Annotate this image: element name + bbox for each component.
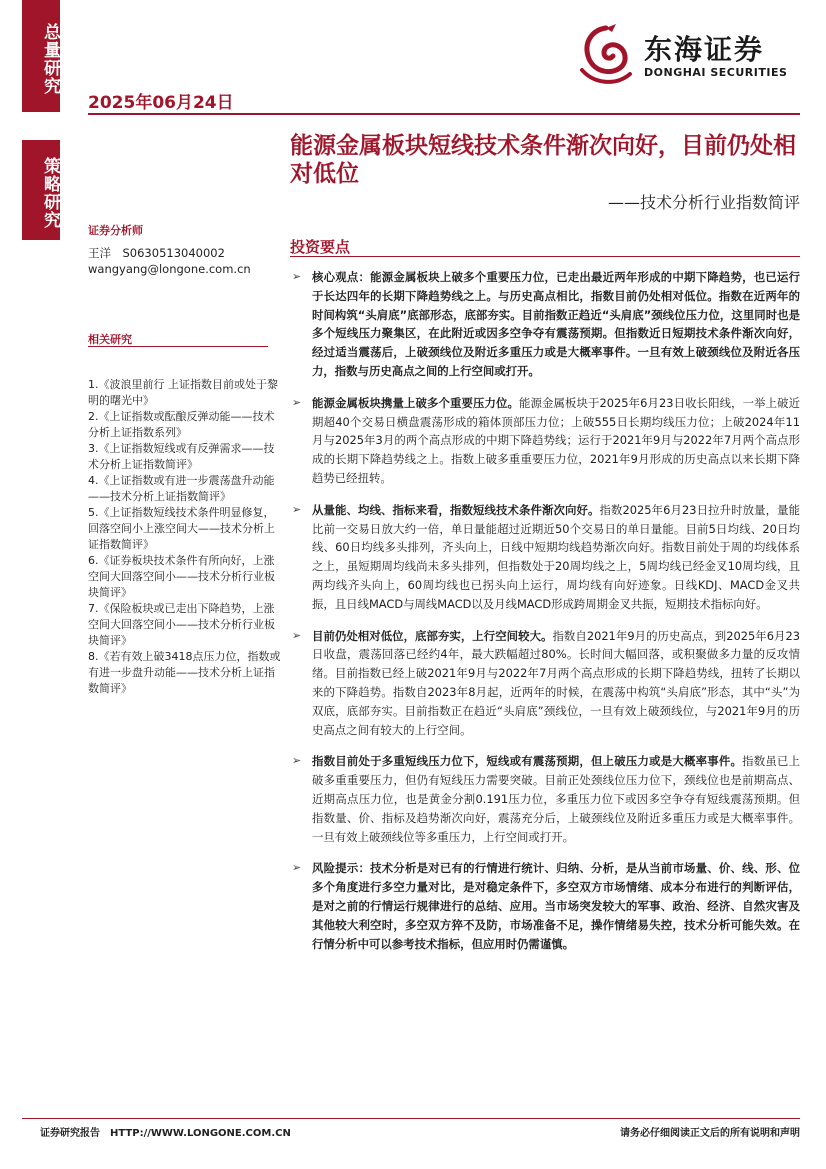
footer-disclaimer: 请务必仔细阅读正文后的所有说明和声明 (620, 1128, 800, 1139)
key-point (290, 752, 800, 846)
key-point-bold: 核心观点：能源金属板块上破多个重要压力位，已走出最近两年形成的中期下降趋势，也已运行于长达四年的长期下降趋势线之上。与历史高点相比，指数目前仍处相对低位。指数在近两年的时间构筑“头肩底”底部形态，底部夯实。目前指数正趋近“头肩底”颈线位压力位，这里同时也是多个短线压力聚集区，在此附近或因多空争夺有震荡预期。但指数近日短期技术条件渐次向好，经过适当震荡后，上破颈线位及附近多重压力或是大概率事件。一旦有效上破颈线位及附近各压力，指数与历史高点之间的上行空间或打开。 (312, 270, 800, 378)
report-date: 2025年06月24日 (88, 93, 234, 113)
key-points-divider (290, 256, 800, 257)
bullet-arrow-icon: ➢ (292, 395, 302, 409)
related-item[interactable]: 6.《证券板块技术条件有所向好，上涨空间大回落空间小——技术分析行业板块简评》 (88, 554, 275, 599)
analyst-email[interactable]: wangyang@longone.com.cn (88, 262, 251, 276)
analyst-heading: 证券分析师 (88, 224, 143, 237)
header-divider (88, 113, 800, 115)
key-points-list (290, 268, 800, 966)
key-point-bold: 风险提示：技术分析是对已有的行情进行统计、归纳、分析，是从当前市场量、价、线、形、位多个角度进行多空力量对比，是对稳定条件下，多空双方市场情绪、成本分布进行的判断评估，是对之前的行情运行规律进行的总结、应用。当市场突发较大的军事、政治、经济、自然灾害及其他较大利空时，多空双方猝不及防，市场准备不足，操作情绪易失控，技术分析可能失效。在行情分析中可以参考技术指标，但应用时仍需谨慎。 (312, 861, 800, 951)
key-point-bold: 能源金属板块携量上破多个重要压力位。 (312, 395, 520, 410)
analyst-name: 王洋 S0630513040002 (88, 246, 225, 260)
bullet-arrow-icon: ➢ (292, 754, 302, 768)
key-point (290, 859, 800, 953)
related-item[interactable]: 5.《上证指数短线技术条件明显修复，回落空间小上涨空间大——技术分析上证指数简评》 (88, 506, 275, 551)
related-research-list (88, 377, 284, 697)
dragon-logo-icon (572, 20, 640, 90)
company-logo (572, 20, 797, 90)
bullet-arrow-icon: ➢ (292, 502, 302, 516)
report-subtitle: ——技术分析行业指数简评 (607, 193, 800, 212)
key-points-heading: 投资要点 (290, 238, 351, 256)
related-item[interactable]: 4.《上证指数或有进一步震荡盘升动能——技术分析上证指数简评》 (88, 474, 275, 503)
footer-divider (22, 1118, 800, 1119)
related-item[interactable]: 7.《保险板块或已走出下降趋势，上涨空间大回落空间小——技术分析行业板块简评》 (88, 602, 275, 647)
category-tag-total: 总量研究 (22, 0, 60, 112)
related-item[interactable]: 3.《上证指数短线或有反弹需求——技术分析上证指数简评》 (88, 442, 275, 471)
related-item[interactable]: 8.《若有效上破3418点压力位，指数或有进一步盘升动能——技术分析上证指数简评》 (88, 650, 281, 695)
key-point-text: 指数自2021年9月的历史高点，到2025年6月23日收盘，震荡回落已经约4年，最大跌幅超过80%。长时间大幅回落，或积聚做多力量的反攻情绪。目前指数已经上破2021年9月与2022年7月两个高点形成的长期下降趋势线，扭转了长期以来的下降趋势。指数自2023年8月起，近两年的时候，在震荡中构筑“头肩底”形态，其中“头”为双底，底部夯实。目前指数正在趋近“头肩底”颈线位，一旦有效上破颈线位，与2021年9月的历史高点之间有较大的上行空间。 (312, 628, 800, 737)
related-item[interactable]: 1.《波浪里前行 上证指数目前或处于黎明的曙光中》 (88, 378, 278, 407)
footer-report-site[interactable]: 证券研究报告 HTTP://WWW.LONGONE.COM.CN (40, 1128, 291, 1139)
report-title: 能源金属板块短线技术条件渐次向好，目前仍处相对低位 (290, 133, 796, 187)
key-point-bold: 从量能、均线、指标来看，指数短线技术条件渐次向好。 (312, 502, 600, 517)
key-point (290, 627, 800, 740)
bullet-arrow-icon: ➢ (292, 270, 302, 283)
related-item[interactable]: 2.《上证指数或酝酿反弹动能——技术分析上证指数系列》 (88, 410, 275, 439)
bullet-arrow-icon: ➢ (292, 628, 302, 642)
key-point-bold: 目前仍处相对低位，底部夯实，上行空间较大。 (312, 628, 553, 643)
related-divider (88, 346, 268, 347)
key-point-text: 指数2025年6月23日拉升时放量，量能比前一交易日放大约一倍，单日量能超过近期近50个交易日的单日量能。目前5日均线、20日均线、60日均线多头排列，齐头向上，日线中短期均线趋势渐次向好。指数目前处于周的均线体系之上，虽短期周均线尚未多头排列，但指数处于20周均线之上，5周均线已经金叉10周均线，且两均线齐头向上，60周均线也已拐头向上运行，周均线有向好迹象。日线KDJ、MACD金叉共振，且日线MACD与周线MACD以及月线MACD形成跨周期金叉共振，短期技术指标向好。 (312, 502, 800, 611)
key-point (290, 394, 800, 488)
related-research-heading: 相关研究 (88, 333, 132, 346)
key-point-text: 能源金属板块于2025年6月23日收长阳线，一举上破近期超40个交易日横盘震荡形成的箱体顶部压力位；上破555日长期均线压力位；上破2024年11月与2025年3月的两个高点形成的中期下降趋势线；运行于2021年9月与2022年7月两个高点形成的长期下降趋势线之上。指数上破多重重要压力位，2021年9月形成的历史高点以来长期下降趋势已经扭转。 (312, 395, 800, 485)
key-point-text: 指数虽已上破多重重要压力，但仍有短线压力需要突破。目前正处颈线位压力位下，颈线位也是前期高点、近期高点压力位，也是黄金分割0.191压力位，多重压力位下或因多空争夺有短线震荡预期。但指数量、价、指标及趋势渐次向好，震荡充分后，上破颈线位及附近多重压力或是大概率事件。一旦有效上破颈线位等多重压力，上行空间或打开。 (312, 754, 800, 844)
key-point (290, 501, 800, 614)
key-point (290, 268, 800, 381)
logo-english-name: DONGHAI SECURITIES (644, 66, 788, 79)
logo-chinese-name: 东海证券 (644, 33, 765, 66)
category-tag-strategy: 策略研究 (22, 140, 60, 240)
bullet-arrow-icon: ➢ (292, 861, 302, 875)
key-point-bold: 指数目前处于多重短线压力位下，短线或有震荡预期，但上破压力或是大概率事件。 (312, 754, 743, 769)
